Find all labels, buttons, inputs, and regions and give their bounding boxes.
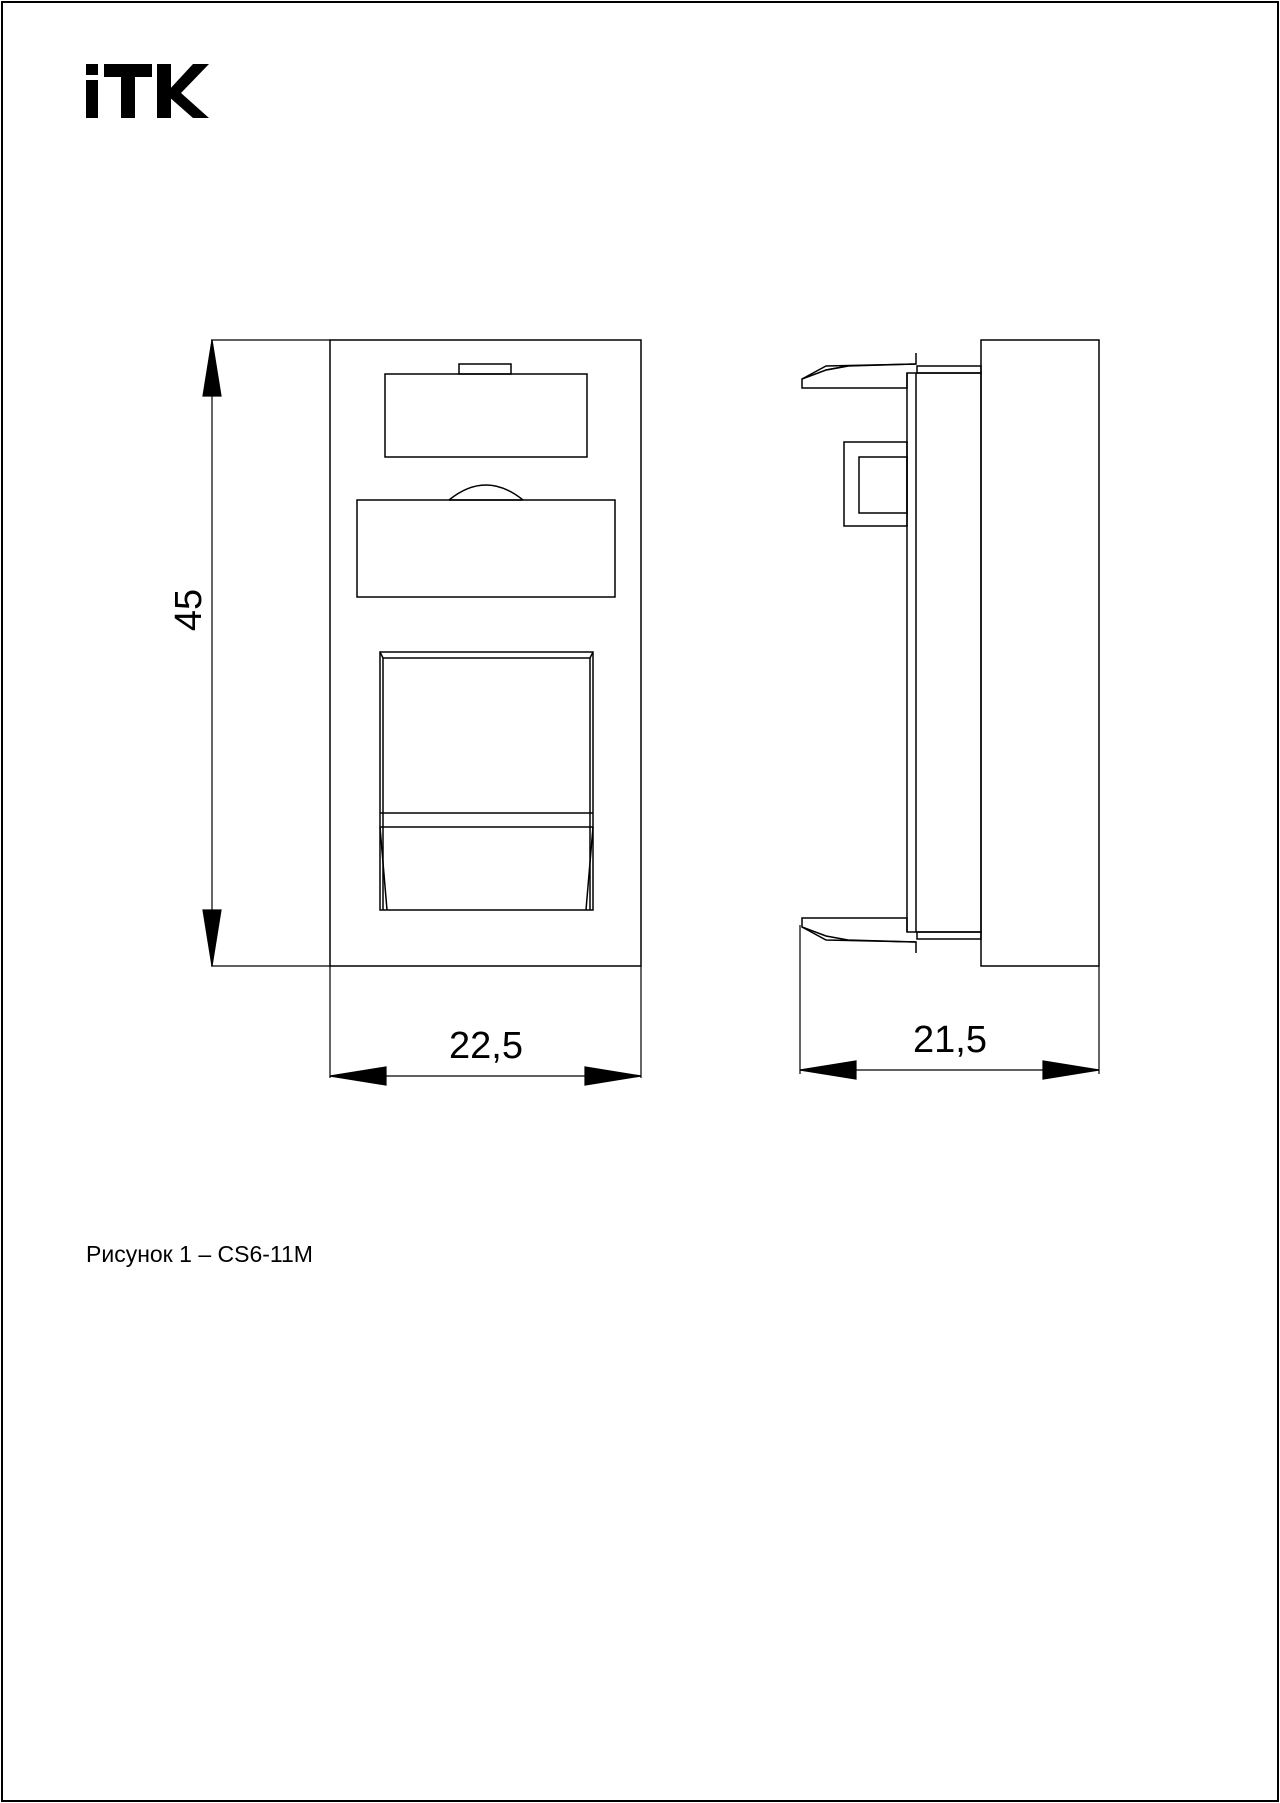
- side-view: [802, 340, 1099, 966]
- depth-dimension-label: 21,5: [913, 1019, 987, 1061]
- front-dimensions: [203, 340, 641, 1085]
- top-tab: [459, 364, 511, 374]
- side-body: [907, 373, 981, 932]
- width-dimension-label: 22,5: [449, 1025, 523, 1067]
- depth-arrow-left: [800, 1061, 856, 1079]
- middle-bump: [449, 485, 523, 500]
- side-face-plate: [981, 340, 1099, 966]
- front-view: [330, 340, 641, 966]
- front-frame: [330, 340, 641, 966]
- middle-label-holder: [357, 500, 615, 597]
- width-arrow-left: [330, 1067, 386, 1085]
- height-dimension-label: 45: [168, 588, 210, 632]
- sheet-border: [2, 2, 1278, 1801]
- rj45-port-outer: [380, 652, 593, 910]
- height-arrow-bottom: [203, 910, 221, 966]
- top-label-window: [385, 374, 587, 457]
- width-arrow-right: [585, 1067, 641, 1085]
- figure-caption: Рисунок 1 – CS6-11M: [86, 1241, 313, 1267]
- height-arrow-top: [203, 340, 221, 396]
- itk-logo: [86, 64, 209, 118]
- depth-arrow-right: [1043, 1061, 1099, 1079]
